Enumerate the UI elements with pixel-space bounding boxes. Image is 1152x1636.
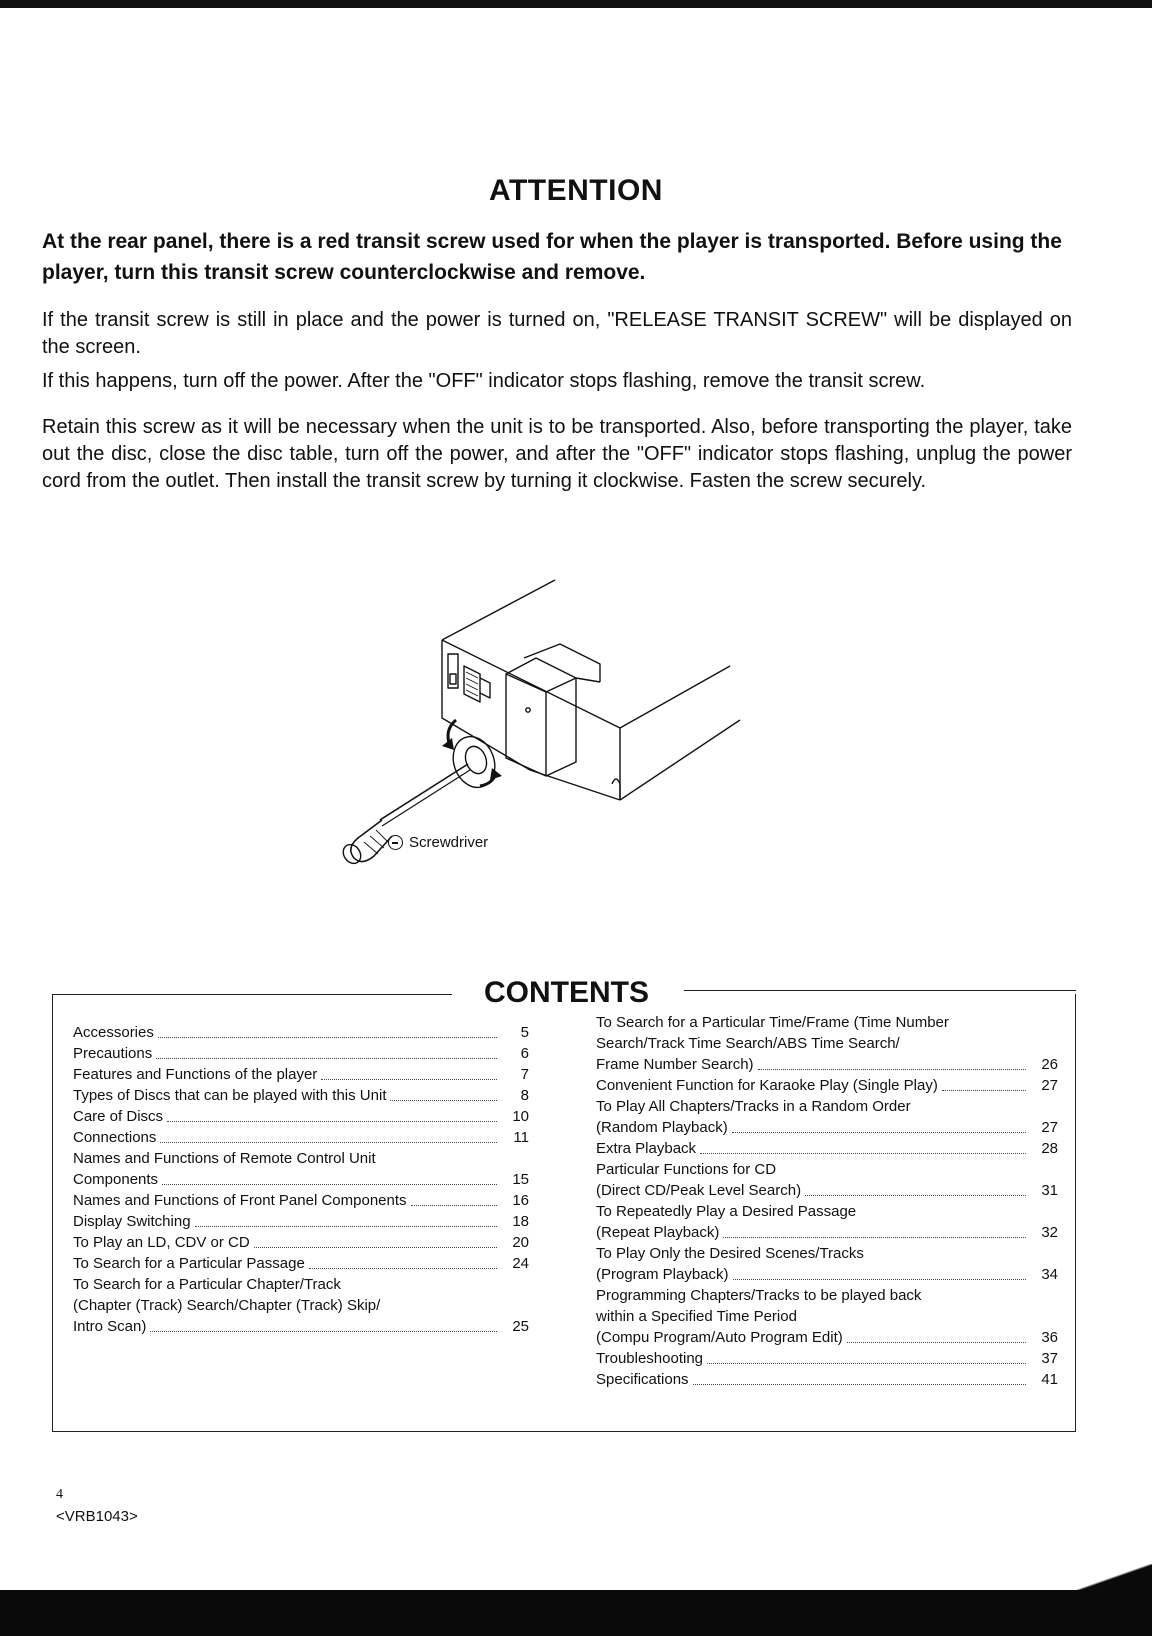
contents-entry-page: 31 [1041,1182,1058,1199]
attention-lead-text: At the rear panel, there is a red transit screw used for when the player is transported. Before using the player, turn this transit screw counterclockwise and remove. [42,230,1062,284]
contents-entry-page: 32 [1041,1224,1058,1241]
contents-entry-page: 25 [512,1318,529,1335]
contents-entry [73,1316,529,1337]
contents-entry [596,1243,1058,1264]
contents-entry [596,1180,1058,1201]
contents-entry-page: 26 [1041,1056,1058,1073]
contents-entry [73,1190,529,1211]
contents-entry-leader [162,1184,497,1185]
contents-entry-title: (Random Playback) [596,1119,728,1136]
contents-entry-title: To Search for a Particular Chapter/Track [73,1276,341,1293]
contents-entry-title: To Search for a Particular Time/Frame (Time Number [596,1014,949,1031]
contents-entry-title: (Repeat Playback) [596,1224,720,1241]
attention-paragraph-2: If this happens, turn off the power. After the "OFF" indicator stops flashing, remove the transit screw. [42,370,926,392]
contents-entry-title: Extra Playback [596,1140,697,1157]
contents-entry-leader [805,1195,1026,1196]
top-border-bar [0,0,1152,8]
contents-entry-leader [707,1363,1026,1364]
contents-entry [73,1211,529,1232]
contents-entry-leader [254,1247,497,1248]
contents-entry-page: 10 [512,1108,529,1125]
contents-entry-page: 27 [1041,1077,1058,1094]
contents-entry-leader [158,1037,497,1038]
contents-entry-title: Search/Track Time Search/ABS Time Search/ [596,1035,900,1052]
contents-entry-title: Programming Chapters/Tracks to be played back [596,1287,922,1304]
contents-entry-title: Specifications [596,1371,689,1388]
contents-entry [73,1106,529,1127]
contents-entry-page: 16 [512,1192,529,1209]
contents-entry [596,1327,1058,1348]
contents-entry-leader [758,1069,1026,1070]
contents-entry-page: 36 [1041,1329,1058,1346]
contents-entry-title: To Play All Chapters/Tracks in a Random Order [596,1098,911,1115]
contents-entry-title: To Play Only the Desired Scenes/Tracks [596,1245,864,1262]
contents-entry-page: 20 [512,1234,529,1251]
contents-entry-title: Names and Functions of Front Panel Components [73,1192,407,1209]
contents-entry [596,1096,1058,1117]
contents-entry-page: 11 [513,1129,529,1146]
contents-entry-page: 18 [512,1213,529,1230]
contents-entry [596,1264,1058,1285]
contents-entry-page: 34 [1041,1266,1058,1283]
contents-entry-title: Display Switching [73,1213,191,1230]
contents-entry-leader [942,1090,1026,1091]
contents-entry-leader [195,1226,497,1227]
contents-entry-title: Frame Number Search) [596,1056,754,1073]
contents-top-rule-right [684,990,1076,991]
contents-entry-title: Intro Scan) [73,1318,147,1335]
contents-entry-title: To Search for a Particular Passage [73,1255,305,1272]
contents-entry-leader [693,1384,1026,1385]
contents-entry-page: 41 [1041,1371,1058,1388]
contents-entry [73,1232,529,1253]
page-number: 4 [56,1487,63,1502]
contents-entry [73,1253,529,1274]
contents-left-column [73,1022,529,1337]
contents-entry-leader [309,1268,497,1269]
contents-entry [596,1138,1058,1159]
contents-entry-title: Features and Functions of the player [73,1066,318,1083]
contents-entry-leader [321,1079,497,1080]
contents-entry-title: To Play an LD, CDV or CD [73,1234,250,1251]
contents-entry [596,1369,1058,1390]
contents-entry-leader [160,1142,497,1143]
contents-entry [596,1306,1058,1327]
contents-entry [596,1348,1058,1369]
contents-entry-title: Convenient Function for Karaoke Play (Single Play) [596,1077,938,1094]
contents-entry-leader [732,1132,1026,1133]
attention-paragraph-3: Retain this screw as it will be necessary when the unit is to be transported. Also, before transporting the player, take out the disc, close the disc table, turn off the power, and after the "OFF" indicator stops flashing, unplug the power cord from the outlet. Then install the transit screw by turning it clockwise. Fasten the screw securely. [42,416,1072,492]
contents-entry [73,1127,529,1148]
contents-entry-title: (Compu Program/Auto Program Edit) [596,1329,843,1346]
contents-entry-title: Components [73,1171,159,1188]
contents-entry-title: Particular Functions for CD [596,1161,777,1178]
contents-entry [73,1169,529,1190]
contents-entry [596,1159,1058,1180]
contents-entry-leader [156,1058,497,1059]
contents-entry-page: 24 [512,1255,529,1272]
minus-circle-icon [388,835,403,850]
contents-entry-leader [847,1342,1026,1343]
contents-entry [73,1064,529,1085]
contents-entry [73,1085,529,1106]
contents-entry-leader [411,1205,497,1206]
contents-entry-title: (Direct CD/Peak Level Search) [596,1182,802,1199]
contents-entry-title: Troubleshooting [596,1350,704,1367]
contents-entry-title: Names and Functions of Remote Control Unit [73,1150,376,1167]
contents-entry-page: 7 [520,1066,529,1083]
contents-entry-leader [390,1100,497,1101]
contents-entry [596,1075,1058,1096]
contents-entry-page: 5 [520,1024,529,1041]
contents-entry [73,1274,529,1295]
figure-caption [388,834,488,851]
contents-entry-title: (Program Playback) [596,1266,729,1283]
contents-entry [596,1201,1058,1222]
contents-entry [596,1054,1058,1075]
contents-entry-title: Care of Discs [73,1108,164,1125]
contents-entry-page: 37 [1041,1350,1058,1367]
contents-entry-title: Precautions [73,1045,153,1062]
contents-entry [73,1148,529,1169]
contents-entry [73,1022,529,1043]
contents-entry-leader [723,1237,1026,1238]
contents-entry-page: 8 [520,1087,529,1104]
contents-entry-page: 28 [1041,1140,1058,1157]
contents-entry-page: 27 [1041,1119,1058,1136]
contents-entry [596,1285,1058,1306]
contents-entry-title: Types of Discs that can be played with this Unit [73,1087,387,1104]
contents-entry [596,1012,1058,1033]
contents-entry [596,1117,1058,1138]
contents-entry-leader [150,1331,497,1332]
contents-entry-leader [700,1153,1026,1154]
contents-entry-title: Accessories [73,1024,154,1041]
contents-entry-title: To Repeatedly Play a Desired Passage [596,1203,857,1220]
contents-entry-title: within a Specified Time Period [596,1308,797,1325]
contents-entry-title: Connections [73,1129,157,1146]
contents-entry-page: 6 [520,1045,529,1062]
contents-entry-title: (Chapter (Track) Search/Chapter (Track) Skip/ [73,1297,381,1314]
screwdriver-label: Screwdriver [409,834,489,851]
contents-entry-leader [167,1121,497,1122]
contents-entry-page: 15 [512,1171,529,1188]
attention-title: ATTENTION [489,174,663,207]
attention-paragraph-1: If the transit screw is still in place and the power is turned on, "RELEASE TRANSIT SCREW" will be displayed on the screen. [42,309,1072,358]
transit-screw-illustration [330,570,770,870]
contents-entry [596,1033,1058,1054]
contents-entry [596,1222,1058,1243]
contents-entry [73,1043,529,1064]
contents-title: CONTENTS [484,976,649,1009]
document-code: <VRB1043> [56,1508,138,1525]
bottom-border-bar [0,1590,1152,1636]
contents-entry [73,1295,529,1316]
contents-right-column [596,1012,1058,1390]
contents-entry-leader [733,1279,1026,1280]
